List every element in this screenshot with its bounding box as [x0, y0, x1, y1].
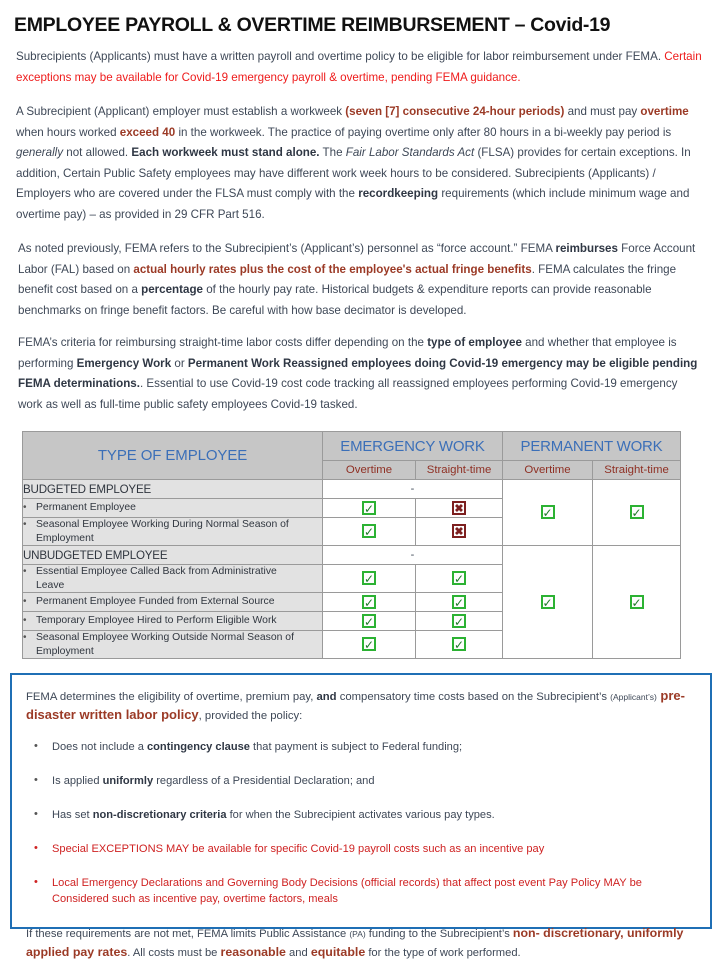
p3-seg-c: . FEMA calculates the fringe benefit cost based on a: [18, 262, 677, 296]
paragraph-1: [16, 47, 704, 88]
p3-emph-percentage: percentage: [141, 283, 203, 296]
check-icon: ✓: [364, 501, 375, 516]
cell-temporary-emergency-straight: [416, 612, 503, 631]
header-emergency-straight-time: Straight-time: [416, 461, 503, 480]
check-icon: ✓: [631, 506, 642, 521]
group-dash-unbudgeted: -: [323, 546, 503, 565]
p2-italic-generally: generally: [16, 146, 64, 159]
p2-emph-workweek: (seven [7] consecutive 24-hour periods): [345, 105, 565, 118]
p4-emph-permanent-work: Permanent Work Reassigned employees doing Covid-19 emergency may be eligible pending FEMA determinations.: [18, 356, 698, 390]
row-text: Permanent Employee: [36, 502, 136, 514]
table-group-row: [23, 546, 681, 565]
check-icon: ✓: [454, 572, 465, 587]
bullet-0-emph: contingency clause: [146, 741, 250, 753]
list-item: [26, 773, 696, 789]
p2-seg-i: requirements (which include minimum wage and overtime pay) – as provided in 29 CFR Part 516.: [16, 187, 690, 221]
callout-lead-a: FEMA determines the eligibility of overtime, premium pay,: [26, 691, 317, 703]
p2-seg-e: in the workweek. The practice of paying overtime only after 80 hours in a bi-weekly pay period is: [175, 125, 672, 139]
p2-emph-recordkeeping: recordkeeping: [358, 187, 439, 200]
cell-unbudgeted-permanent-straight: [593, 546, 681, 659]
row-label-permanent-external-source: [23, 593, 323, 612]
p2-italic-flsa: Fair Labor Standards Act: [345, 146, 475, 159]
footer-e: for the type of work performed.: [365, 946, 521, 959]
bullet-icon: •: [23, 566, 27, 577]
header-emergency-overtime: Overtime: [323, 461, 416, 480]
footer-emph-nondiscretionary: non- discretionary, uniformly applied pay rates: [26, 926, 684, 959]
row-text: Permanent Employee Funded from External Source: [36, 596, 275, 608]
p4-seg-d: . Essential to use Covid-19 cost code tracking all reassigned employees performing Covid-19 emergency work as well as full-time public safety employees Covid-19 tasked.: [18, 377, 678, 411]
p3-emph-reimburses: reimburses: [555, 242, 618, 255]
p4-emph-type: type of employee: [427, 336, 522, 349]
row-label-temporary-employee: [23, 612, 323, 631]
p3-seg-b: Force Account Labor (FAL) based on: [18, 242, 696, 276]
footer-b: funding to the Subrecipient’s: [365, 928, 513, 940]
callout-lead: [26, 687, 696, 725]
callout-emph-and: and: [316, 691, 337, 703]
bullet-0-a: Does not include a: [52, 741, 147, 753]
bullet-icon: •: [23, 519, 27, 530]
row-text: Seasonal Employee Working Outside Normal Season of Employment: [36, 632, 294, 657]
row-text: Seasonal Employee Working During Normal Season of Employment: [36, 519, 289, 544]
cell-unbudgeted-permanent-overtime: [503, 546, 593, 659]
p2-emph-overtime: overtime: [640, 105, 689, 118]
bullet-1-a: Is applied: [52, 775, 103, 787]
check-icon: ✓: [364, 525, 375, 540]
footer-d: and: [285, 946, 311, 959]
row-label-seasonal-during-normal: [23, 518, 323, 546]
cell-seasonal-normal-emergency-overtime: [323, 518, 416, 546]
paragraph-1-text: Subrecipients (Applicants) must have a written payroll and overtime policy to be eligible for labor reimbursement under FEMA.: [16, 50, 662, 63]
check-icon: ✓: [364, 572, 375, 587]
document-page: [0, 14, 722, 959]
check-icon: ✓: [364, 638, 375, 653]
check-icon: ✓: [454, 595, 465, 610]
group-label-unbudgeted: UNBUDGETED EMPLOYEE: [23, 546, 323, 565]
group-label-budgeted: BUDGETED EMPLOYEE: [23, 480, 323, 499]
table-group-row: [23, 480, 681, 499]
header-permanent-overtime: Overtime: [503, 461, 593, 480]
cell-external-emergency-straight: [416, 593, 503, 612]
p4-emph-emergency-work: Emergency Work: [76, 356, 172, 370]
employee-type-matrix: [22, 431, 722, 659]
callout-bullet-list: [26, 739, 696, 907]
paragraph-1-exception: Certain exceptions may be available for Covid-19 emergency payroll & overtime, pending FEMA guidance.: [16, 50, 702, 84]
callout-emph-policy: pre-disaster written labor policy: [26, 688, 685, 722]
header-permanent-straight-time: Straight-time: [593, 461, 681, 480]
cell-essential-emergency-overtime: [323, 565, 416, 593]
bullet-2-c: for when the Subrecipient activates various pay types.: [226, 809, 495, 821]
header-type-of-employee: TYPE OF EMPLOYEE: [23, 432, 323, 480]
row-label-permanent-employee: [23, 499, 323, 518]
table-header-row-main: [23, 432, 681, 461]
p4-seg-a: FEMA’s criteria for reimbursing straight-time labor costs differ depending on the: [18, 336, 428, 349]
footer-c: . All costs must be: [127, 946, 221, 959]
bullet-3-a: Special EXCEPTIONS MAY be available for specific Covid-19 payroll costs such as an incentive pay: [52, 843, 545, 855]
check-icon: ✓: [454, 614, 465, 629]
bullet-icon: •: [23, 615, 27, 627]
cross-icon: ✖: [452, 501, 466, 515]
p3-emph-actual-rates: actual hourly rates plus the cost of the employee's actual fringe benefits: [133, 262, 532, 276]
list-item: [26, 875, 696, 907]
footer-emph-equitable: equitable: [310, 944, 366, 959]
check-icon: ✓: [542, 595, 553, 610]
bullet-2-a: Has set: [52, 809, 93, 821]
cell-seasonal-normal-emergency-straight: [416, 518, 503, 546]
bullet-icon: •: [23, 632, 27, 643]
group-dash-budgeted: -: [323, 480, 503, 499]
list-item: [26, 739, 696, 755]
check-icon: ✓: [364, 614, 375, 629]
list-item: [26, 841, 696, 857]
callout-footer: [26, 925, 696, 962]
list-item: [26, 807, 696, 823]
callout-applicants-paren: (Applicant’s): [610, 692, 657, 702]
row-label-essential-called-back: [23, 565, 323, 593]
cross-icon: ✖: [452, 524, 466, 538]
p4-seg-c: or: [171, 356, 188, 370]
row-label-seasonal-outside-normal: [23, 631, 323, 659]
p2-seg-a: A Subrecipient (Applicant) employer must establish a workweek: [16, 105, 346, 118]
p4-seg-b: and whether that employee is performing: [18, 336, 677, 370]
header-permanent-work: PERMANENT WORK: [503, 432, 681, 461]
cell-essential-emergency-straight: [416, 565, 503, 593]
check-icon: ✓: [454, 638, 465, 653]
p3-seg-a: As noted previously, FEMA refers to the Subrecipient’s (Applicant’s) personnel as “force account.” FEMA: [18, 242, 556, 255]
bullet-2-emph: non-discretionary criteria: [92, 809, 227, 821]
p2-emph-exceed40: exceed 40: [119, 125, 176, 139]
p2-seg-c: and must pay: [564, 105, 641, 118]
p2-seg-f: not allowed.: [63, 146, 132, 159]
p2-emph-standalone: Each workweek must stand alone.: [131, 146, 320, 159]
bullet-icon: •: [23, 502, 27, 514]
footer-pa-paren: (PA): [349, 929, 366, 939]
p2-seg-h: (FLSA) provides for certain exceptions. In addition, Certain Public Safety employees may have different work week hours to be considered. Subrecipients (Applicants) / Employers who are covered under the FLSA must comply with the: [16, 146, 691, 200]
bullet-0-c: that payment is subject to Federal funding;: [249, 741, 463, 753]
p2-seg-g: The: [319, 146, 346, 159]
p3-seg-d: of the hourly pay rate. Historical budgets & expenditure reports can provide reasonable benchmarks on fringe benefit factors. Be careful with how base decimator is developed.: [18, 283, 652, 317]
cell-permanent-employee-emergency-straight: [416, 499, 503, 518]
cell-seasonal-outside-emergency-straight: [416, 631, 503, 659]
row-text: Essential Employee Called Back from Administrative Leave: [36, 566, 277, 591]
page-title: EMPLOYEE PAYROLL & OVERTIME REIMBURSEMENT – Covid-19: [14, 14, 611, 36]
header-emergency-work: EMERGENCY WORK: [323, 432, 503, 461]
callout-lead-b: compensatory time costs based on the Subrecipient’s: [336, 691, 611, 703]
check-icon: ✓: [364, 595, 375, 610]
paragraph-4: [18, 333, 704, 415]
paragraph-3: [18, 239, 704, 321]
cell-budgeted-permanent-straight: [593, 480, 681, 546]
bullet-icon: •: [23, 596, 27, 608]
row-text: Temporary Employee Hired to Perform Eligible Work: [36, 615, 277, 627]
eligibility-table: [22, 431, 681, 659]
check-icon: ✓: [631, 595, 642, 610]
cell-permanent-employee-emergency-overtime: [323, 499, 416, 518]
bullet-1-emph: uniformly: [102, 775, 154, 787]
bullet-1-c: regardless of a Presidential Declaration; and: [153, 775, 375, 787]
cell-external-emergency-overtime: [323, 593, 416, 612]
policy-callout-box: [10, 673, 712, 959]
check-icon: ✓: [542, 506, 553, 521]
footer-emph-reasonable: reasonable: [220, 944, 286, 959]
cell-seasonal-outside-emergency-overtime: [323, 631, 416, 659]
footer-a: If these requirements are not met, FEMA limits Public Assistance: [26, 928, 350, 940]
cell-temporary-emergency-overtime: [323, 612, 416, 631]
paragraph-2: [16, 102, 704, 225]
bullet-4-a: Local Emergency Declarations and Governing Body Decisions (official records) that affect post event Pay Policy MAY be Considered such as incentive pay, overtime factors, meals: [52, 877, 642, 905]
callout-lead-c: , provided the policy:: [198, 710, 303, 722]
p2-seg-d: when hours worked: [16, 125, 120, 139]
cell-budgeted-permanent-overtime: [503, 480, 593, 546]
